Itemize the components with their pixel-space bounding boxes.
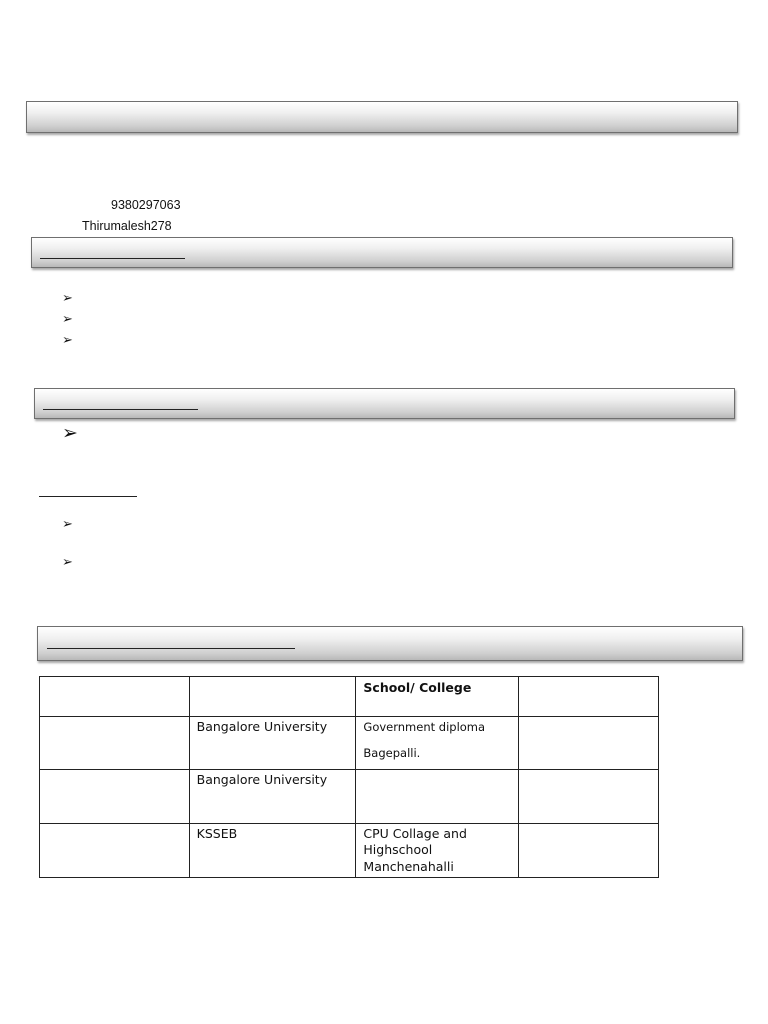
table-cell: [189, 677, 356, 717]
section-bar-2: [34, 388, 735, 419]
table-cell: [519, 770, 659, 824]
subsection-heading-underline: [39, 496, 137, 497]
education-table: [39, 676, 659, 878]
table-row: [40, 717, 659, 770]
table-header-row: [40, 677, 659, 717]
education-heading-underline: [47, 648, 295, 649]
phone-number: 9380297063: [111, 198, 181, 212]
header-bar: [26, 101, 738, 133]
bullet-arrow-icon: ➢: [62, 290, 73, 305]
table-cell: [519, 824, 659, 878]
table-cell: [40, 677, 190, 717]
table-cell: [40, 717, 190, 770]
section-2-heading-underline: [43, 409, 198, 410]
table-header-school-college: School/ College: [356, 677, 519, 717]
school-line: Bagepalli.: [363, 745, 421, 760]
section-bar-1: [31, 237, 733, 268]
table-row: [40, 824, 659, 878]
school-cell: [356, 770, 519, 824]
bullet-arrow-icon: ➢: [62, 332, 73, 347]
board-cell: Bangalore University: [189, 717, 356, 770]
bullet-arrow-icon: ➢: [62, 311, 73, 326]
board-cell: KSSEB: [189, 824, 356, 878]
school-cell: [356, 717, 519, 770]
table-cell: [40, 824, 190, 878]
bullet-arrow-icon: ➢: [62, 554, 73, 569]
table-cell: [519, 677, 659, 717]
table-cell: [519, 717, 659, 770]
board-cell: Bangalore University: [189, 770, 356, 824]
table-row: [40, 770, 659, 824]
school-line: Government diploma: [363, 720, 486, 734]
bullet-arrow-icon: ➢: [62, 516, 73, 531]
section-bar-education: [37, 626, 743, 661]
section-1-heading-underline: [40, 258, 185, 259]
school-cell: CPU Collage and Highschool Manchenahalli: [356, 824, 519, 878]
table-cell: [40, 770, 190, 824]
bullet-arrow-icon: ➢: [62, 423, 78, 444]
contact-id: Thirumalesh278: [82, 219, 172, 233]
